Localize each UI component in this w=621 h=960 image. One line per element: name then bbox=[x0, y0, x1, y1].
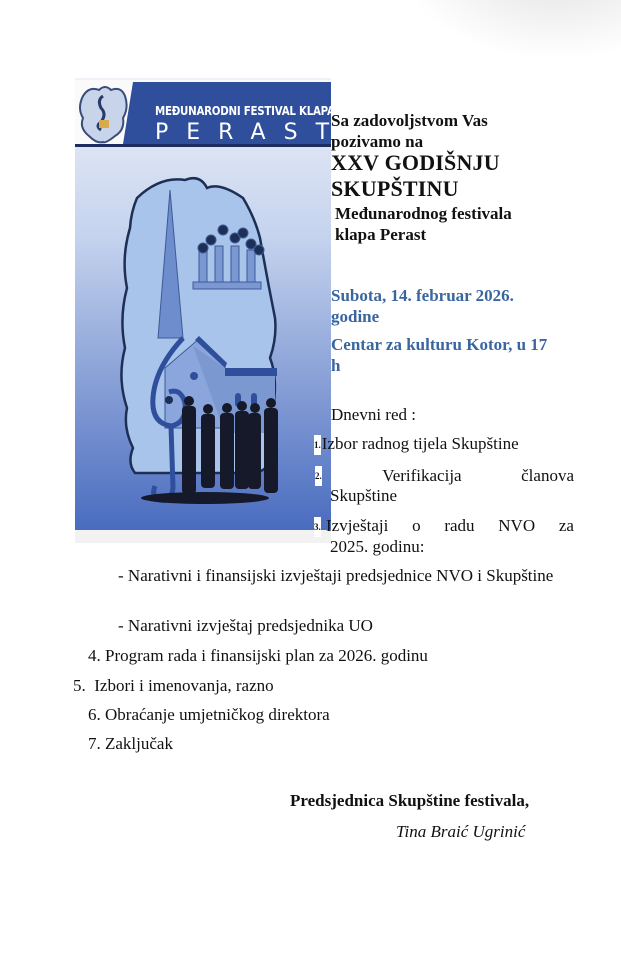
agenda-heading: Dnevni red : bbox=[331, 405, 416, 424]
invitation-intro: Sa zadovoljstvom Vas pozivamo na bbox=[331, 111, 488, 151]
agenda-item-text: Verifikacija bbox=[382, 466, 462, 485]
banner-festival-name: MEĐUNARODNI FESTIVAL KLAPA bbox=[155, 103, 335, 118]
agenda-item-number: 2. bbox=[315, 466, 322, 486]
agenda-item: 4. Program rada i finansijski plan za 2026. godinu bbox=[88, 646, 428, 665]
agenda-item-text: NVO bbox=[498, 516, 536, 535]
festival-poster bbox=[75, 78, 348, 543]
signature-title: Predsjednica Skupštine festivala, bbox=[290, 791, 530, 810]
agenda-item bbox=[314, 516, 574, 557]
agenda-item-text: za bbox=[558, 516, 574, 535]
title-line-1: XXV GODIŠNJU bbox=[331, 150, 500, 175]
agenda-item-text: o bbox=[412, 516, 421, 535]
poster-artwork bbox=[75, 78, 335, 543]
agenda-item-text: Skupštine bbox=[330, 486, 398, 505]
agenda-item-text: radu bbox=[444, 516, 475, 535]
signature-name: Tina Braić Ugrinić bbox=[396, 822, 526, 841]
agenda-subitem: - Narativni i finansijski izvještaji predsjednice NVO i Skupštine bbox=[118, 566, 554, 585]
agenda-item-number: 1. bbox=[314, 435, 321, 455]
invitation-title bbox=[331, 150, 561, 202]
agenda-item-text: Izvještaji bbox=[326, 516, 389, 535]
agenda-item: 6. Obraćanje umjetničkog direktora bbox=[88, 705, 330, 724]
agenda-item-text: Izbor radnog tijela Skupštine bbox=[321, 434, 519, 453]
agenda-item-text: 2025. godinu: bbox=[330, 537, 425, 557]
invitation-subtitle: Međunarodnog festivala klapa Perast bbox=[335, 204, 512, 244]
agenda-item-text: članova bbox=[521, 466, 574, 485]
event-date: Subota, 14. februar 2026. godine bbox=[331, 286, 514, 326]
agenda-item bbox=[314, 434, 519, 455]
corner-shadow bbox=[401, 0, 621, 60]
agenda-item: 5. Izbori i imenovanja, razno bbox=[73, 676, 274, 695]
event-location: Centar za kulturu Kotor, u 17 h bbox=[331, 335, 548, 375]
title-line-2: SKUPŠTINU bbox=[331, 176, 459, 201]
agenda-item bbox=[314, 466, 574, 506]
agenda-item: 7. Zaključak bbox=[88, 734, 173, 753]
banner-city-name: PERAST bbox=[155, 120, 348, 145]
agenda-subitem: - Narativni izvještaj predsjednika UO bbox=[118, 616, 373, 635]
agenda-item-number: 3. bbox=[314, 517, 321, 537]
